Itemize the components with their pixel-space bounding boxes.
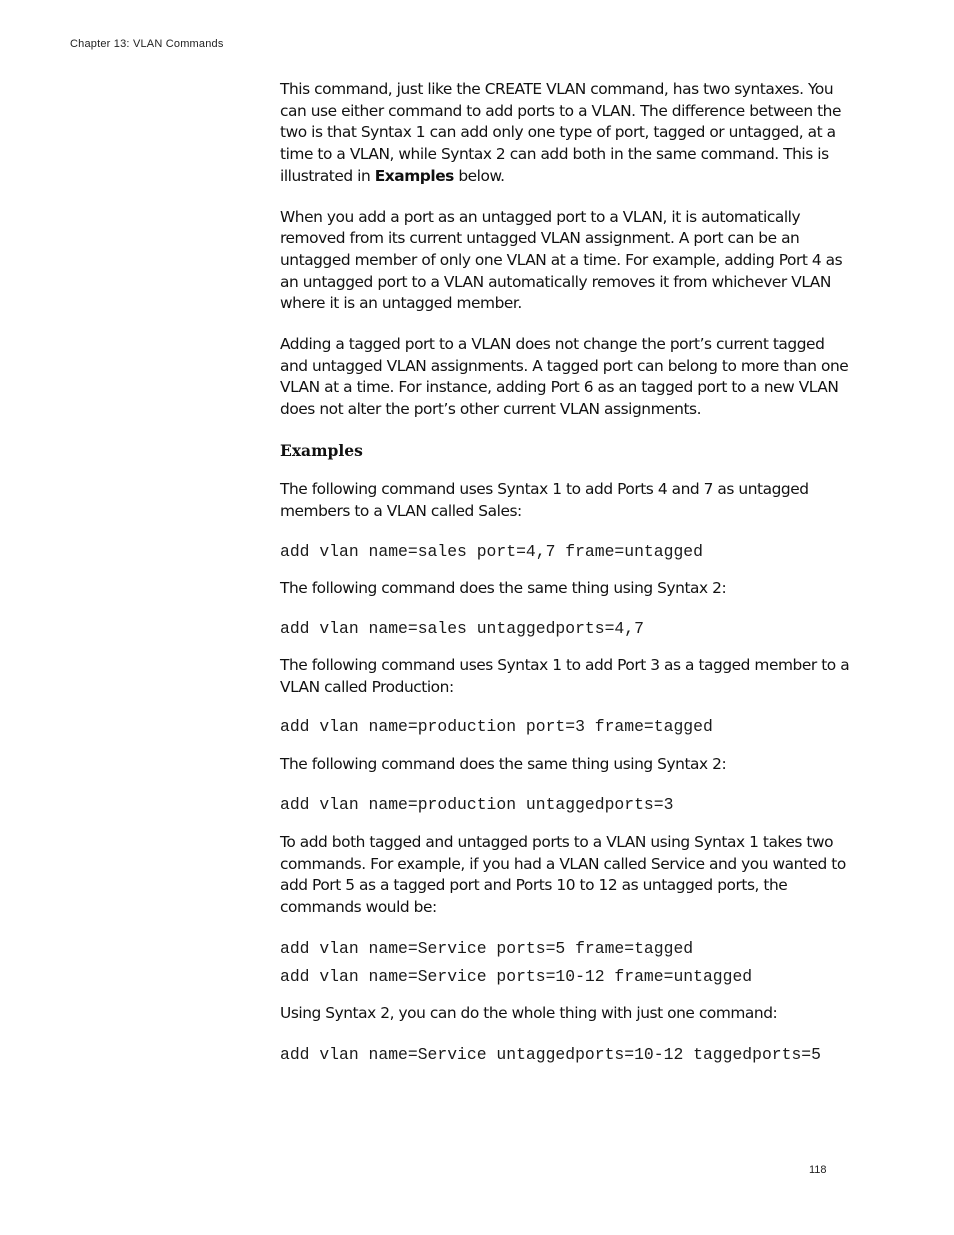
example-1-command: add vlan name=sales port=4,7 frame=untagged [280, 542, 703, 562]
intro-paragraph-2: When you add a port as an untagged port to a VLAN, it is automatically removed from its current untagged VLAN assignment. A port can be an untagged member of only one VLAN at a time. For example, adding Port 4 as an untagged port to a VLAN automatically removes it from whichever VLAN where it is an untagged member. [280, 207, 843, 313]
example-6-description: Using Syntax 2, you can do the whole thing with just one command: [280, 1003, 778, 1022]
running-header: Chapter 13: VLAN Commands [70, 38, 224, 50]
examples-heading: Examples [280, 440, 363, 460]
example-2-command: add vlan name=sales untaggedports=4,7 [280, 618, 644, 638]
example-5-command-2: add vlan name=Service ports=10-12 frame=untagged [280, 966, 753, 986]
page-number: 118 [809, 1164, 827, 1176]
intro-paragraph-1 [280, 79, 852, 188]
example-1-description: The following command uses Syntax 1 to add Ports 4 and 7 as untagged members to a VLAN called Sales: [280, 479, 809, 520]
example-4-command: add vlan name=production untaggedports=3 [280, 795, 674, 815]
example-2-description: The following command does the same thing using Syntax 2: [280, 579, 727, 598]
example-4-description: The following command does the same thing using Syntax 2: [280, 755, 727, 774]
example-5-command-1: add vlan name=Service ports=5 frame=tagged [280, 938, 694, 958]
examples-reference: Examples [374, 166, 454, 185]
page-content [280, 79, 852, 1064]
example-6-command: add vlan name=Service untaggedports=10-12 taggedports=5 [280, 1044, 821, 1064]
example-3-description: The following command uses Syntax 1 to add Port 3 as a tagged member to a VLAN called Production: [280, 655, 850, 696]
example-3-command: add vlan name=production port=3 frame=tagged [280, 717, 713, 737]
intro-1-text: This command, just like the CREATE VLAN command, has two syntaxes. You can use either command to add ports to a VLAN. The difference between the two is that Syntax 1 can add only one type of port, tagged or untagged, at a time to a VLAN, while Syntax 2 can add both in the same command. This is illustrated in [280, 80, 841, 185]
intro-1-text-end: below. [453, 166, 505, 185]
intro-paragraph-3: Adding a tagged port to a VLAN does not change the port’s current tagged and untagged VLAN assignments. A tagged port can belong to more than one VLAN at a time. For instance, adding Port 6 as an tagged port to a new VLAN does not alter the port’s other current VLAN assignments. [280, 335, 849, 419]
example-5-description: To add both tagged and untagged ports to a VLAN using Syntax 1 takes two commands. For example, if you had a VLAN called Service and you wanted to add Port 5 as a tagged port and Ports 10 to 12 as untagged ports, the commands would be: [280, 833, 846, 917]
